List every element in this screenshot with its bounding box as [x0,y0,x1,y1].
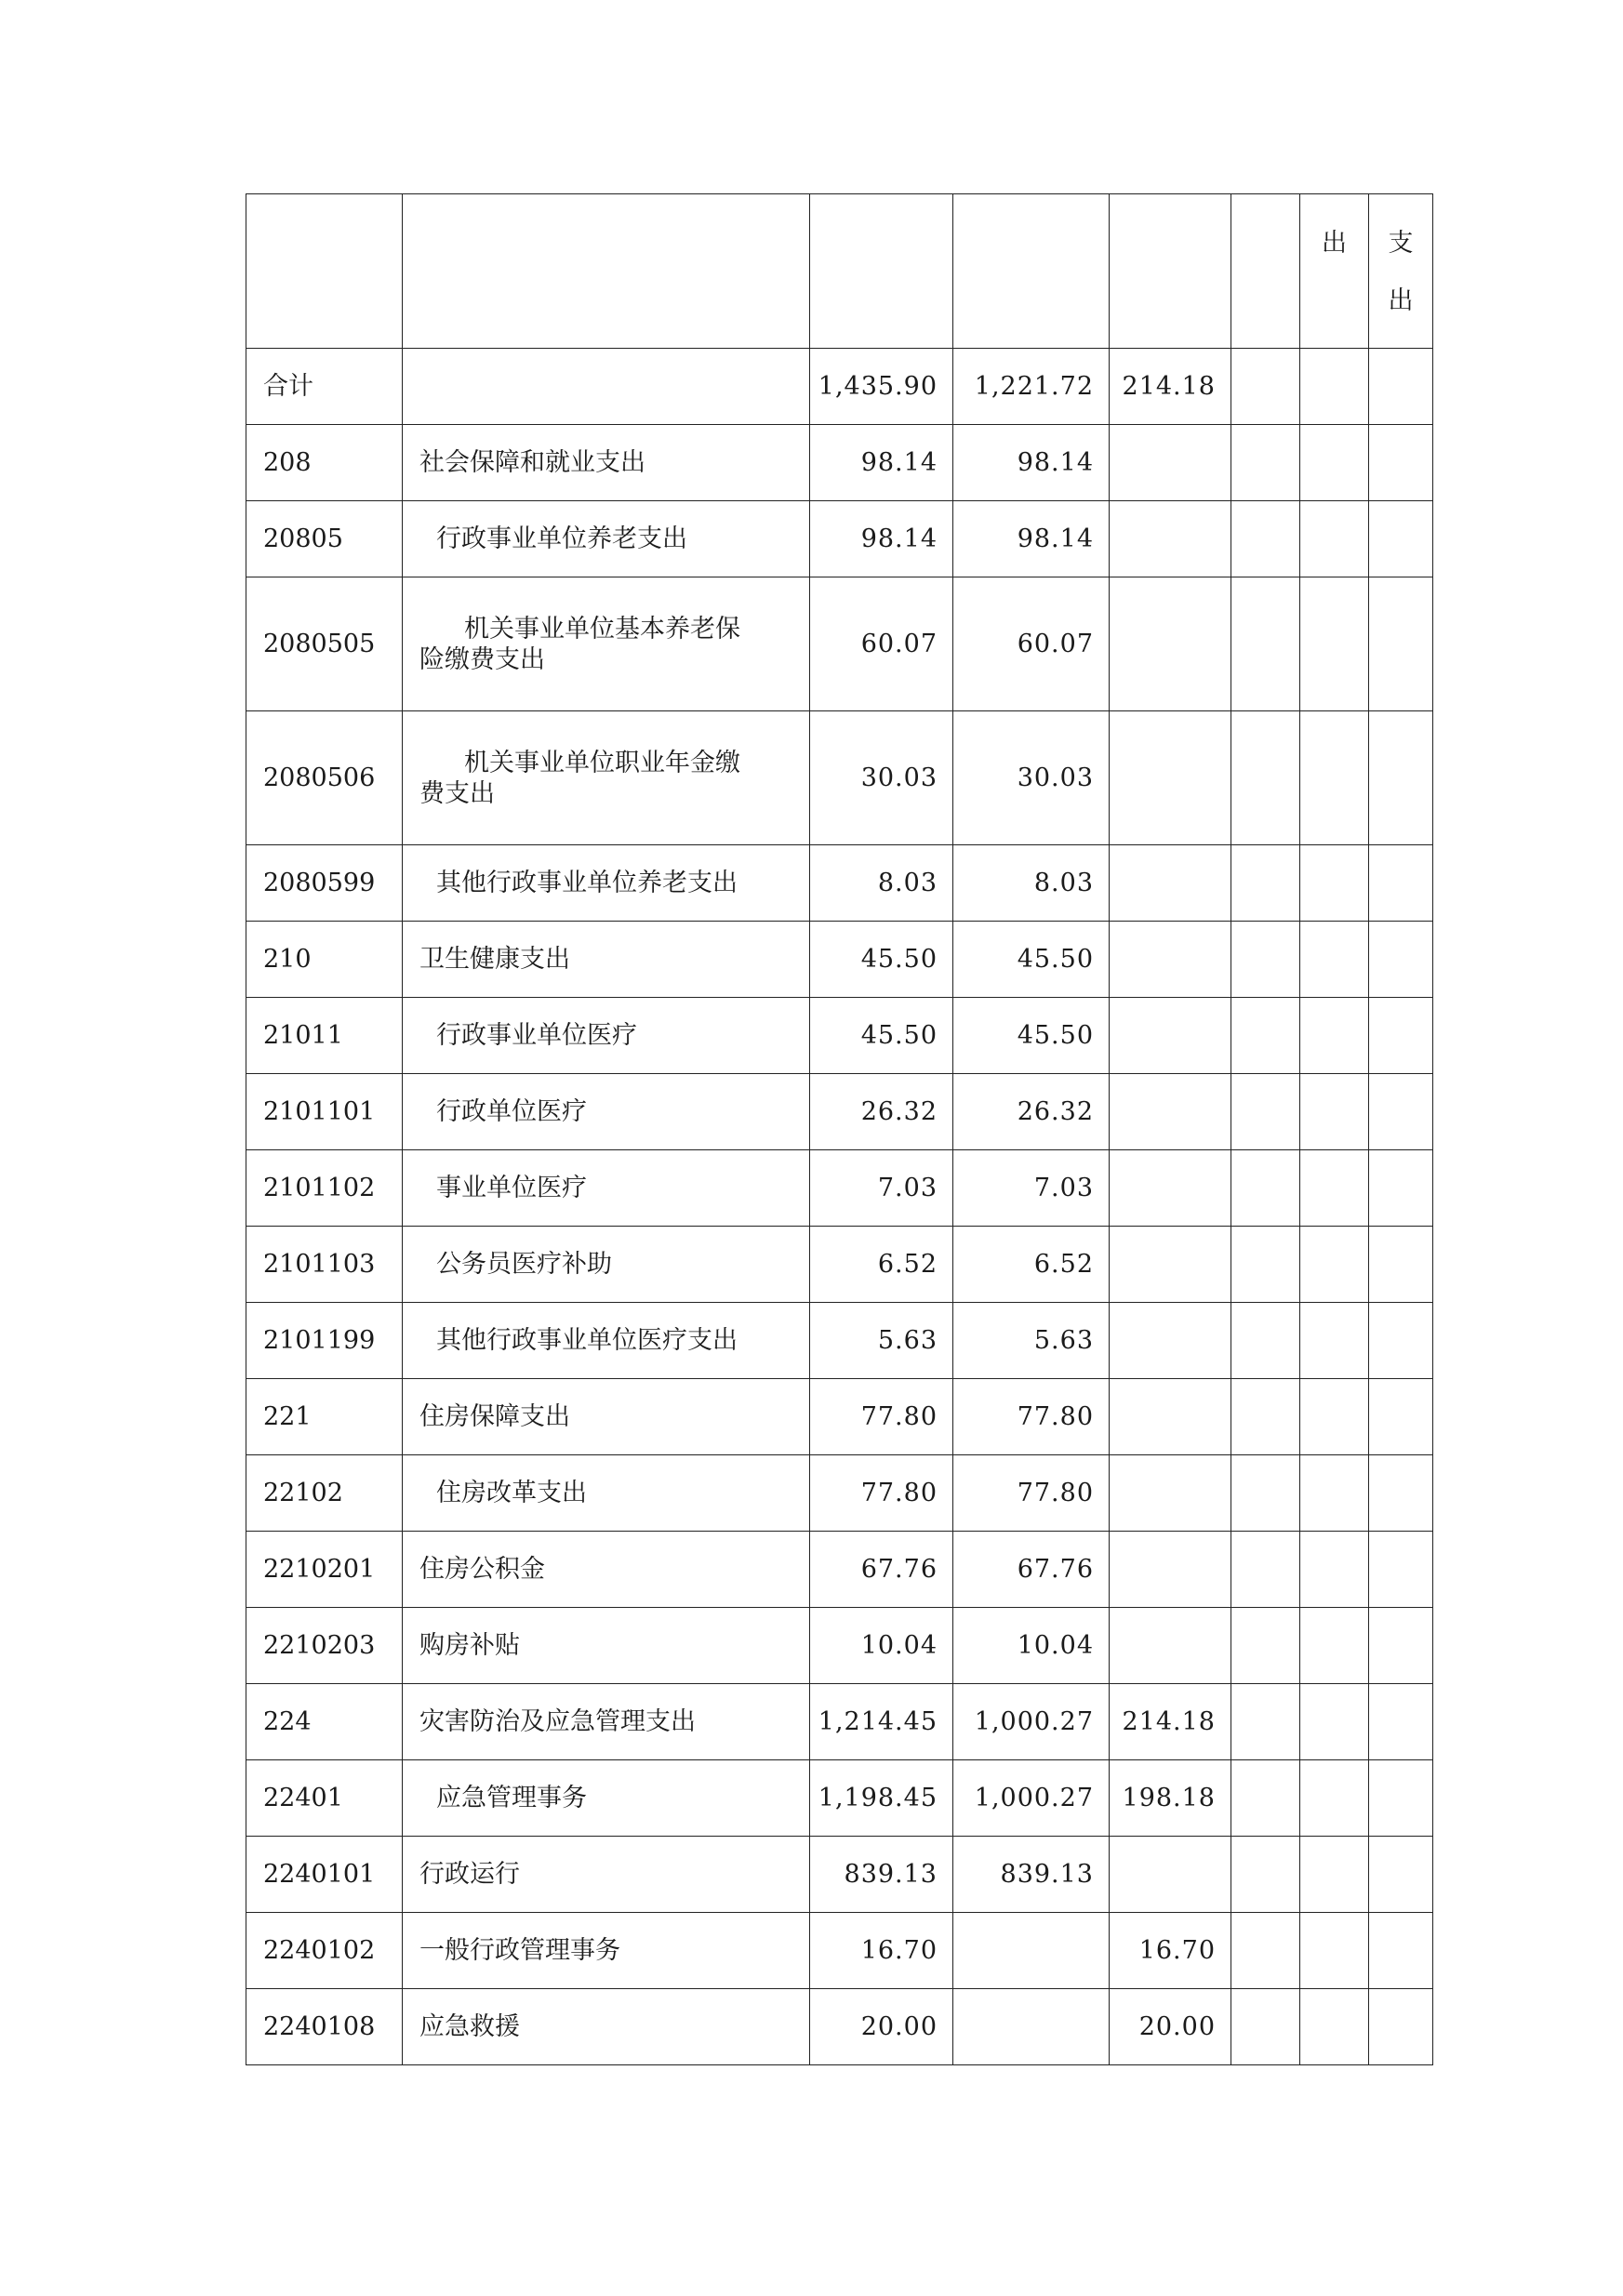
empty-cell [1300,1760,1369,1837]
project-cell [1110,1227,1231,1303]
basic-cell: 30.03 [953,711,1110,845]
empty-cell [1369,998,1433,1074]
total-cell: 1,198.45 [810,1760,953,1837]
empty-cell [1369,1455,1433,1532]
code-cell: 2240108 [246,1989,403,2065]
table-row [246,1837,1433,1913]
empty-cell [1231,1532,1300,1608]
basic-cell: 26.32 [953,1074,1110,1150]
table-row [246,1913,1433,1989]
project-cell [1110,1455,1231,1532]
empty-cell [1369,845,1433,922]
total-cell: 67.76 [810,1532,953,1608]
empty-cell [1300,577,1369,711]
basic-cell [953,1989,1110,2065]
table-row [246,1989,1433,2065]
table-row [246,1455,1433,1532]
basic-cell: 1,000.27 [953,1760,1110,1837]
empty-cell [1231,501,1300,577]
name-cell: 行政单位医疗 [403,1074,810,1150]
empty-cell [1300,1150,1369,1227]
project-cell [1110,425,1231,501]
name-cell: 其他行政事业单位养老支出 [403,845,810,922]
total-cell: 26.32 [810,1074,953,1150]
empty-cell [1231,349,1300,425]
name-cell: 行政事业单位医疗 [403,998,810,1074]
empty-cell [1231,998,1300,1074]
basic-cell: 8.03 [953,845,1110,922]
project-cell [1110,845,1231,922]
project-cell [1110,1074,1231,1150]
table-row [246,1608,1433,1684]
empty-cell [1231,1303,1300,1379]
project-cell [1110,922,1231,998]
project-cell [1110,577,1231,711]
total-cell: 98.14 [810,501,953,577]
empty-cell [1231,1913,1300,1989]
code-cell: 2080599 [246,845,403,922]
empty-cell [1369,501,1433,577]
code-cell: 2080506 [246,711,403,845]
code-cell: 2210203 [246,1608,403,1684]
empty-cell [1231,711,1300,845]
empty-cell [1369,1913,1433,1989]
table-row [246,1150,1433,1227]
empty-cell [1369,711,1433,845]
empty-cell [1300,425,1369,501]
name-cell: 住房公积金 [403,1532,810,1608]
name-cell [403,349,810,425]
basic-cell: 6.52 [953,1227,1110,1303]
total-cell: 77.80 [810,1455,953,1532]
project-cell: 214.18 [1110,349,1231,425]
table-header-row [246,194,1433,349]
empty-cell [1300,1532,1369,1608]
name-cell: 公务员医疗补助 [403,1227,810,1303]
total-cell: 45.50 [810,922,953,998]
empty-cell [1369,1684,1433,1760]
empty-cell [1300,501,1369,577]
name-cell: 一般行政管理事务 [403,1913,810,1989]
empty-cell [1300,1913,1369,1989]
name-cell: 行政运行 [403,1837,810,1913]
project-cell [1110,1837,1231,1913]
empty-cell [1231,1989,1300,2065]
empty-cell [1369,1150,1433,1227]
code-cell: 2101103 [246,1227,403,1303]
empty-cell [1369,1532,1433,1608]
basic-cell: 45.50 [953,998,1110,1074]
empty-cell [1231,1608,1300,1684]
empty-cell [1300,349,1369,425]
empty-cell [1231,1150,1300,1227]
header-cell [953,194,1110,349]
empty-cell [1300,998,1369,1074]
empty-cell [1300,922,1369,998]
empty-cell [1300,845,1369,922]
table-row [246,501,1433,577]
empty-cell [1369,577,1433,711]
basic-cell: 7.03 [953,1150,1110,1227]
total-cell: 8.03 [810,845,953,922]
table-row [246,1379,1433,1455]
code-cell: 2080505 [246,577,403,711]
code-cell: 208 [246,425,403,501]
empty-cell [1369,1760,1433,1837]
total-cell: 7.03 [810,1150,953,1227]
empty-cell [1369,1837,1433,1913]
total-cell: 6.52 [810,1227,953,1303]
empty-cell [1231,922,1300,998]
basic-cell: 77.80 [953,1455,1110,1532]
table-row [246,845,1433,922]
project-cell: 214.18 [1110,1684,1231,1760]
empty-cell [1369,1074,1433,1150]
name-cell: 应急管理事务 [403,1760,810,1837]
empty-cell [1369,1227,1433,1303]
code-cell: 2210201 [246,1532,403,1608]
total-cell: 77.80 [810,1379,953,1455]
header-cell [810,194,953,349]
name-cell: 卫生健康支出 [403,922,810,998]
project-cell [1110,501,1231,577]
basic-cell: 98.14 [953,425,1110,501]
empty-cell [1369,1989,1433,2065]
total-row [246,349,1433,425]
header-cell [1231,194,1300,349]
name-cell: 机关事业单位基本养老保 险缴费支出 [403,577,810,711]
empty-cell [1369,1379,1433,1455]
basic-cell: 45.50 [953,922,1110,998]
name-cell: 行政事业单位养老支出 [403,501,810,577]
empty-cell [1369,1303,1433,1379]
code-cell: 2240102 [246,1913,403,1989]
name-cell: 应急救援 [403,1989,810,2065]
table-row [246,711,1433,845]
total-cell: 1,435.90 [810,349,953,425]
table-row [246,1760,1433,1837]
empty-cell [1300,1684,1369,1760]
header-cell-col8: 支 出 [1369,194,1433,349]
empty-cell [1369,1608,1433,1684]
basic-cell: 77.80 [953,1379,1110,1455]
budget-expenditure-table [246,193,1433,2065]
empty-cell [1300,1455,1369,1532]
code-cell: 21011 [246,998,403,1074]
table-row [246,922,1433,998]
project-cell: 20.00 [1110,1989,1231,2065]
empty-cell [1300,1303,1369,1379]
empty-cell [1231,577,1300,711]
code-cell: 224 [246,1684,403,1760]
name-cell: 社会保障和就业支出 [403,425,810,501]
table-row [246,425,1433,501]
basic-cell: 10.04 [953,1608,1110,1684]
table-row [246,998,1433,1074]
project-cell: 16.70 [1110,1913,1231,1989]
table-row [246,577,1433,711]
name-cell: 住房保障支出 [403,1379,810,1455]
project-cell [1110,1608,1231,1684]
name-cell: 机关事业单位职业年金缴 费支出 [403,711,810,845]
code-cell: 2101101 [246,1074,403,1150]
total-cell: 1,214.45 [810,1684,953,1760]
code-cell: 22102 [246,1455,403,1532]
table-row [246,1532,1433,1608]
code-cell: 2101199 [246,1303,403,1379]
empty-cell [1369,349,1433,425]
table-row [246,1684,1433,1760]
total-cell: 60.07 [810,577,953,711]
name-cell: 事业单位医疗 [403,1150,810,1227]
empty-cell [1231,1760,1300,1837]
empty-cell [1231,1379,1300,1455]
name-cell: 灾害防治及应急管理支出 [403,1684,810,1760]
name-cell: 住房改革支出 [403,1455,810,1532]
empty-cell [1300,1379,1369,1455]
empty-cell [1231,1074,1300,1150]
basic-cell: 1,221.72 [953,349,1110,425]
empty-cell [1231,1684,1300,1760]
empty-cell [1231,845,1300,922]
empty-cell [1231,1837,1300,1913]
basic-cell: 67.76 [953,1532,1110,1608]
name-cell: 其他行政事业单位医疗支出 [403,1303,810,1379]
code-cell: 2240101 [246,1837,403,1913]
empty-cell [1300,711,1369,845]
table-row [246,1227,1433,1303]
basic-cell: 60.07 [953,577,1110,711]
code-cell: 2101102 [246,1150,403,1227]
empty-cell [1369,922,1433,998]
project-cell [1110,711,1231,845]
empty-cell [1231,425,1300,501]
total-cell: 839.13 [810,1837,953,1913]
empty-cell [1300,1608,1369,1684]
project-cell [1110,998,1231,1074]
empty-cell [1300,1074,1369,1150]
empty-cell [1231,1227,1300,1303]
total-cell: 10.04 [810,1608,953,1684]
basic-cell [953,1913,1110,1989]
code-cell: 221 [246,1379,403,1455]
total-cell: 98.14 [810,425,953,501]
total-cell: 20.00 [810,1989,953,2065]
table-row [246,1303,1433,1379]
total-cell: 45.50 [810,998,953,1074]
basic-cell: 98.14 [953,501,1110,577]
total-label: 合计 [246,349,403,425]
project-cell [1110,1532,1231,1608]
header-cell [403,194,810,349]
total-cell: 30.03 [810,711,953,845]
empty-cell [1300,1989,1369,2065]
basic-cell: 1,000.27 [953,1684,1110,1760]
header-cell-col7: 出 [1300,194,1369,349]
code-cell: 210 [246,922,403,998]
project-cell [1110,1303,1231,1379]
empty-cell [1300,1227,1369,1303]
basic-cell: 839.13 [953,1837,1110,1913]
empty-cell [1369,425,1433,501]
empty-cell [1300,1837,1369,1913]
project-cell [1110,1379,1231,1455]
total-cell: 16.70 [810,1913,953,1989]
table-row [246,1074,1433,1150]
basic-cell: 5.63 [953,1303,1110,1379]
total-cell: 5.63 [810,1303,953,1379]
code-cell: 20805 [246,501,403,577]
project-cell [1110,1150,1231,1227]
code-cell: 22401 [246,1760,403,1837]
empty-cell [1231,1455,1300,1532]
header-cell [246,194,403,349]
name-cell: 购房补贴 [403,1608,810,1684]
header-cell [1110,194,1231,349]
project-cell: 198.18 [1110,1760,1231,1837]
